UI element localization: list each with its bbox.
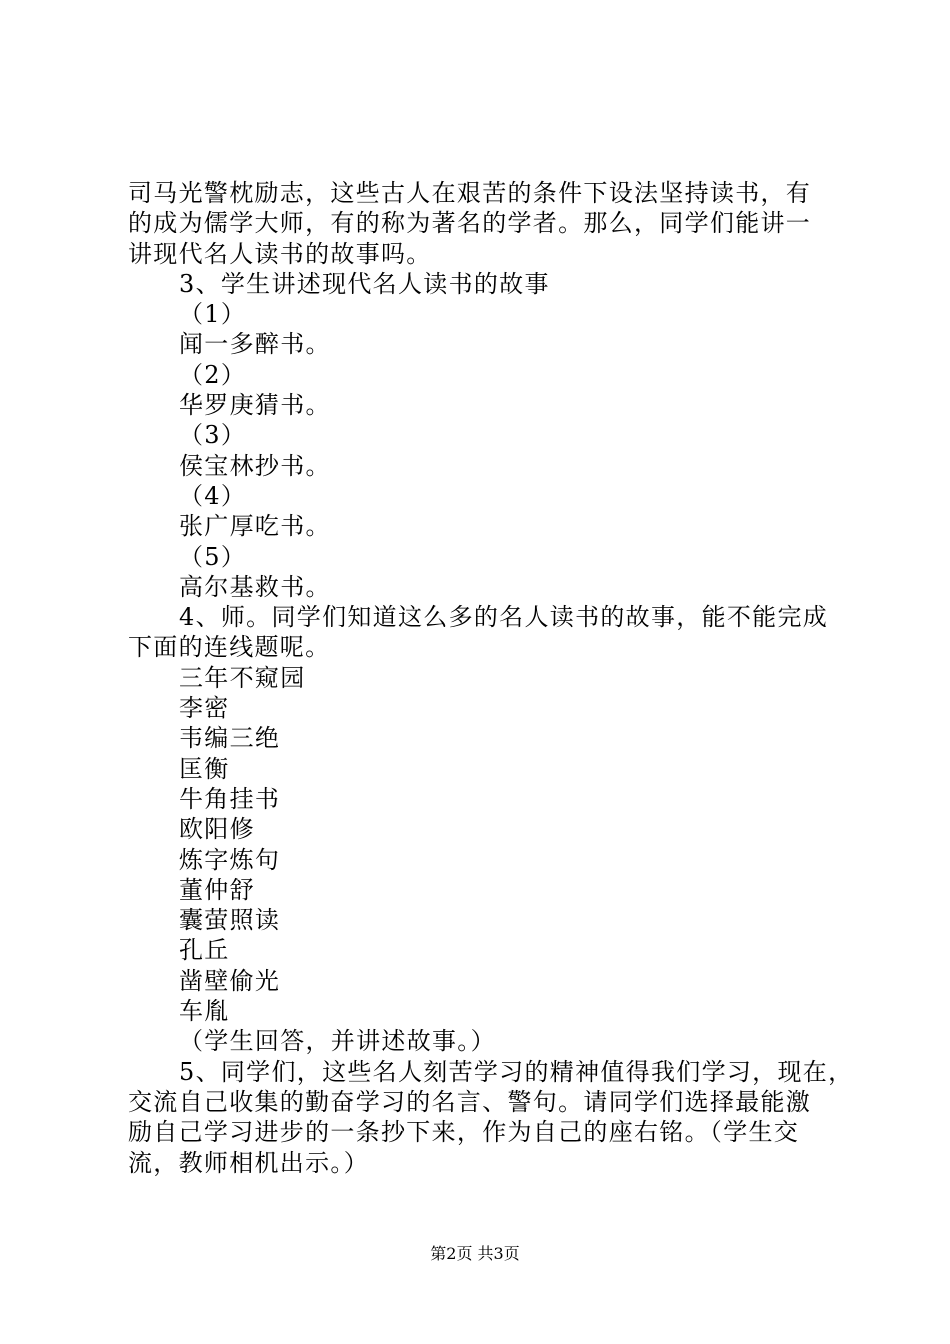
- list-number: （2）: [179, 360, 247, 389]
- text-line: 的成为儒学大师，有的称为著名的学者。那么，同学们能讲一: [128, 209, 812, 238]
- list-number: （3）: [179, 421, 247, 450]
- section-paragraph: 5、同学们，这些名人刻苦学习的精神值得我们学习，现在，: [179, 1057, 854, 1086]
- text-line: 交流自己收集的勤奋学习的名言、警句。请同学们选择最能激: [128, 1087, 812, 1116]
- matching-item: 韦编三绝: [179, 724, 281, 753]
- list-item: 闻一多醉书。: [179, 330, 331, 359]
- list-number: （5）: [179, 542, 247, 571]
- matching-item: 欧阳修: [179, 815, 255, 844]
- matching-item: 三年不窥园: [179, 663, 306, 692]
- list-item: 高尔基救书。: [179, 572, 331, 601]
- list-number: （4）: [179, 481, 247, 510]
- page-number-footer: 第2页 共3页: [430, 1244, 520, 1263]
- matching-item: 匡衡: [179, 754, 230, 783]
- matching-item: 车胤: [179, 997, 230, 1026]
- matching-item: 牛角挂书: [179, 784, 281, 813]
- list-item: 华罗庚猜书。: [179, 391, 331, 420]
- list-item: 侯宝林抄书。: [179, 451, 331, 480]
- section-paragraph: 4、师。同学们知道这么多的名人读书的故事，能不能完成: [179, 603, 829, 632]
- text-line: 下面的连线题呢。: [128, 633, 331, 662]
- matching-item: 囊萤照读: [179, 906, 281, 935]
- matching-item: 孔丘: [179, 936, 230, 965]
- matching-item: 凿壁偷光: [179, 966, 281, 995]
- text-line: 讲现代名人读书的故事吗。: [128, 239, 432, 268]
- list-number: （1）: [179, 300, 247, 329]
- document-body: [128, 178, 854, 1178]
- list-item: 张广厚吃书。: [179, 512, 331, 541]
- text-line: 司马光警枕励志，这些古人在艰苦的条件下设法坚持读书，有: [128, 179, 812, 207]
- matching-item: 炼字炼句: [179, 845, 281, 874]
- matching-item: 董仲舒: [179, 875, 255, 904]
- note-line: （学生回答，并讲述故事。）: [179, 1027, 496, 1056]
- section-heading: 3、学生讲述现代名人读书的故事: [179, 269, 550, 298]
- text-line: 流，教师相机出示。）: [128, 1148, 369, 1177]
- text-line: 励自己学习进步的一条抄下来，作为自己的座右铭。（学生交: [128, 1118, 800, 1147]
- matching-item: 李密: [179, 694, 230, 723]
